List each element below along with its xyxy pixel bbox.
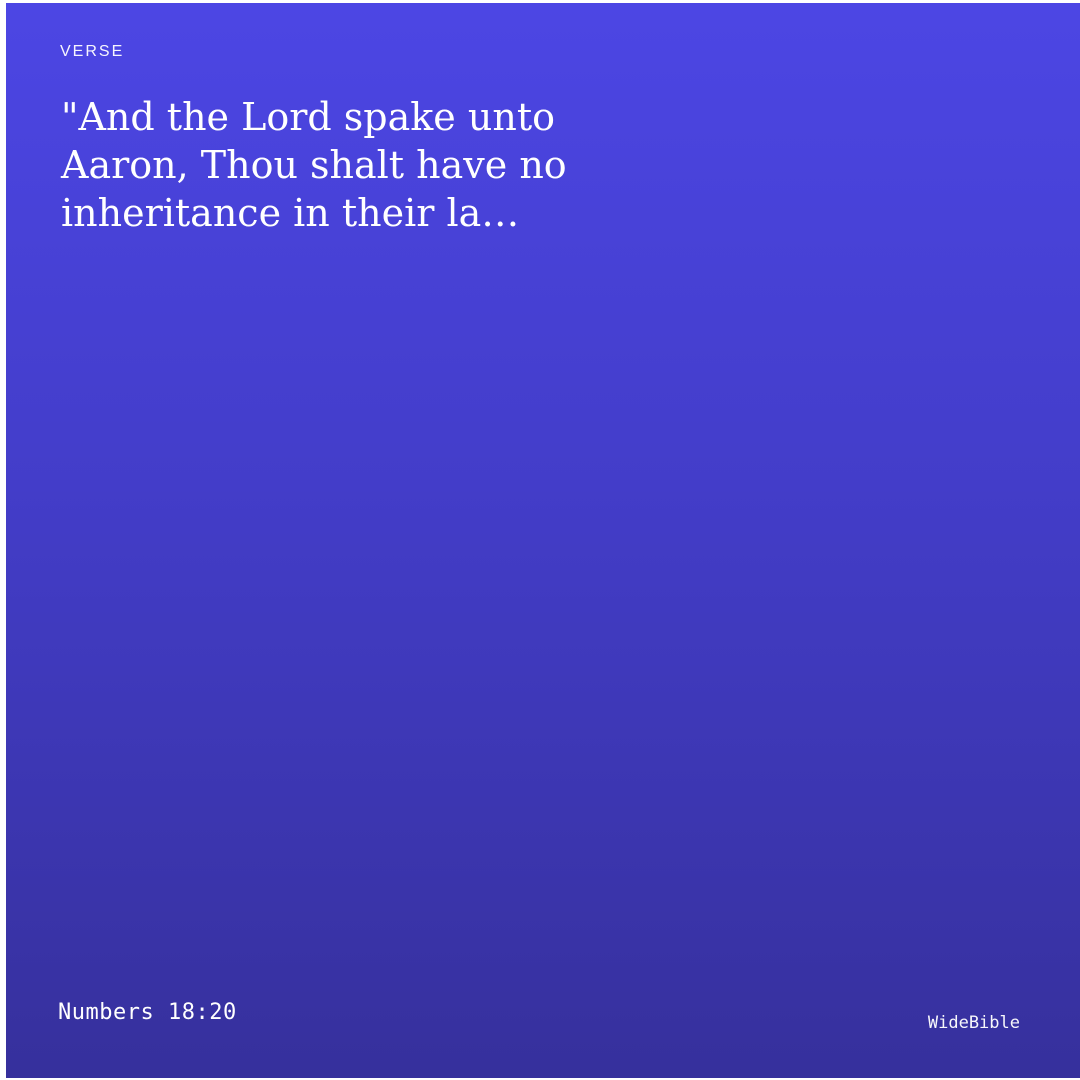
verse-quote-line: Aaron, Thou shalt have no (61, 143, 567, 187)
verse-label: VERSE (60, 43, 125, 60)
verse-quote (61, 93, 621, 237)
verse-card (6, 3, 1080, 1078)
brand-watermark: WideBible (927, 1013, 1020, 1033)
verse-reference: Numbers 18:20 (58, 1000, 237, 1025)
verse-quote-line: "And the Lord spake unto (61, 95, 555, 139)
verse-quote-line: inheritance in their la… (61, 191, 520, 235)
